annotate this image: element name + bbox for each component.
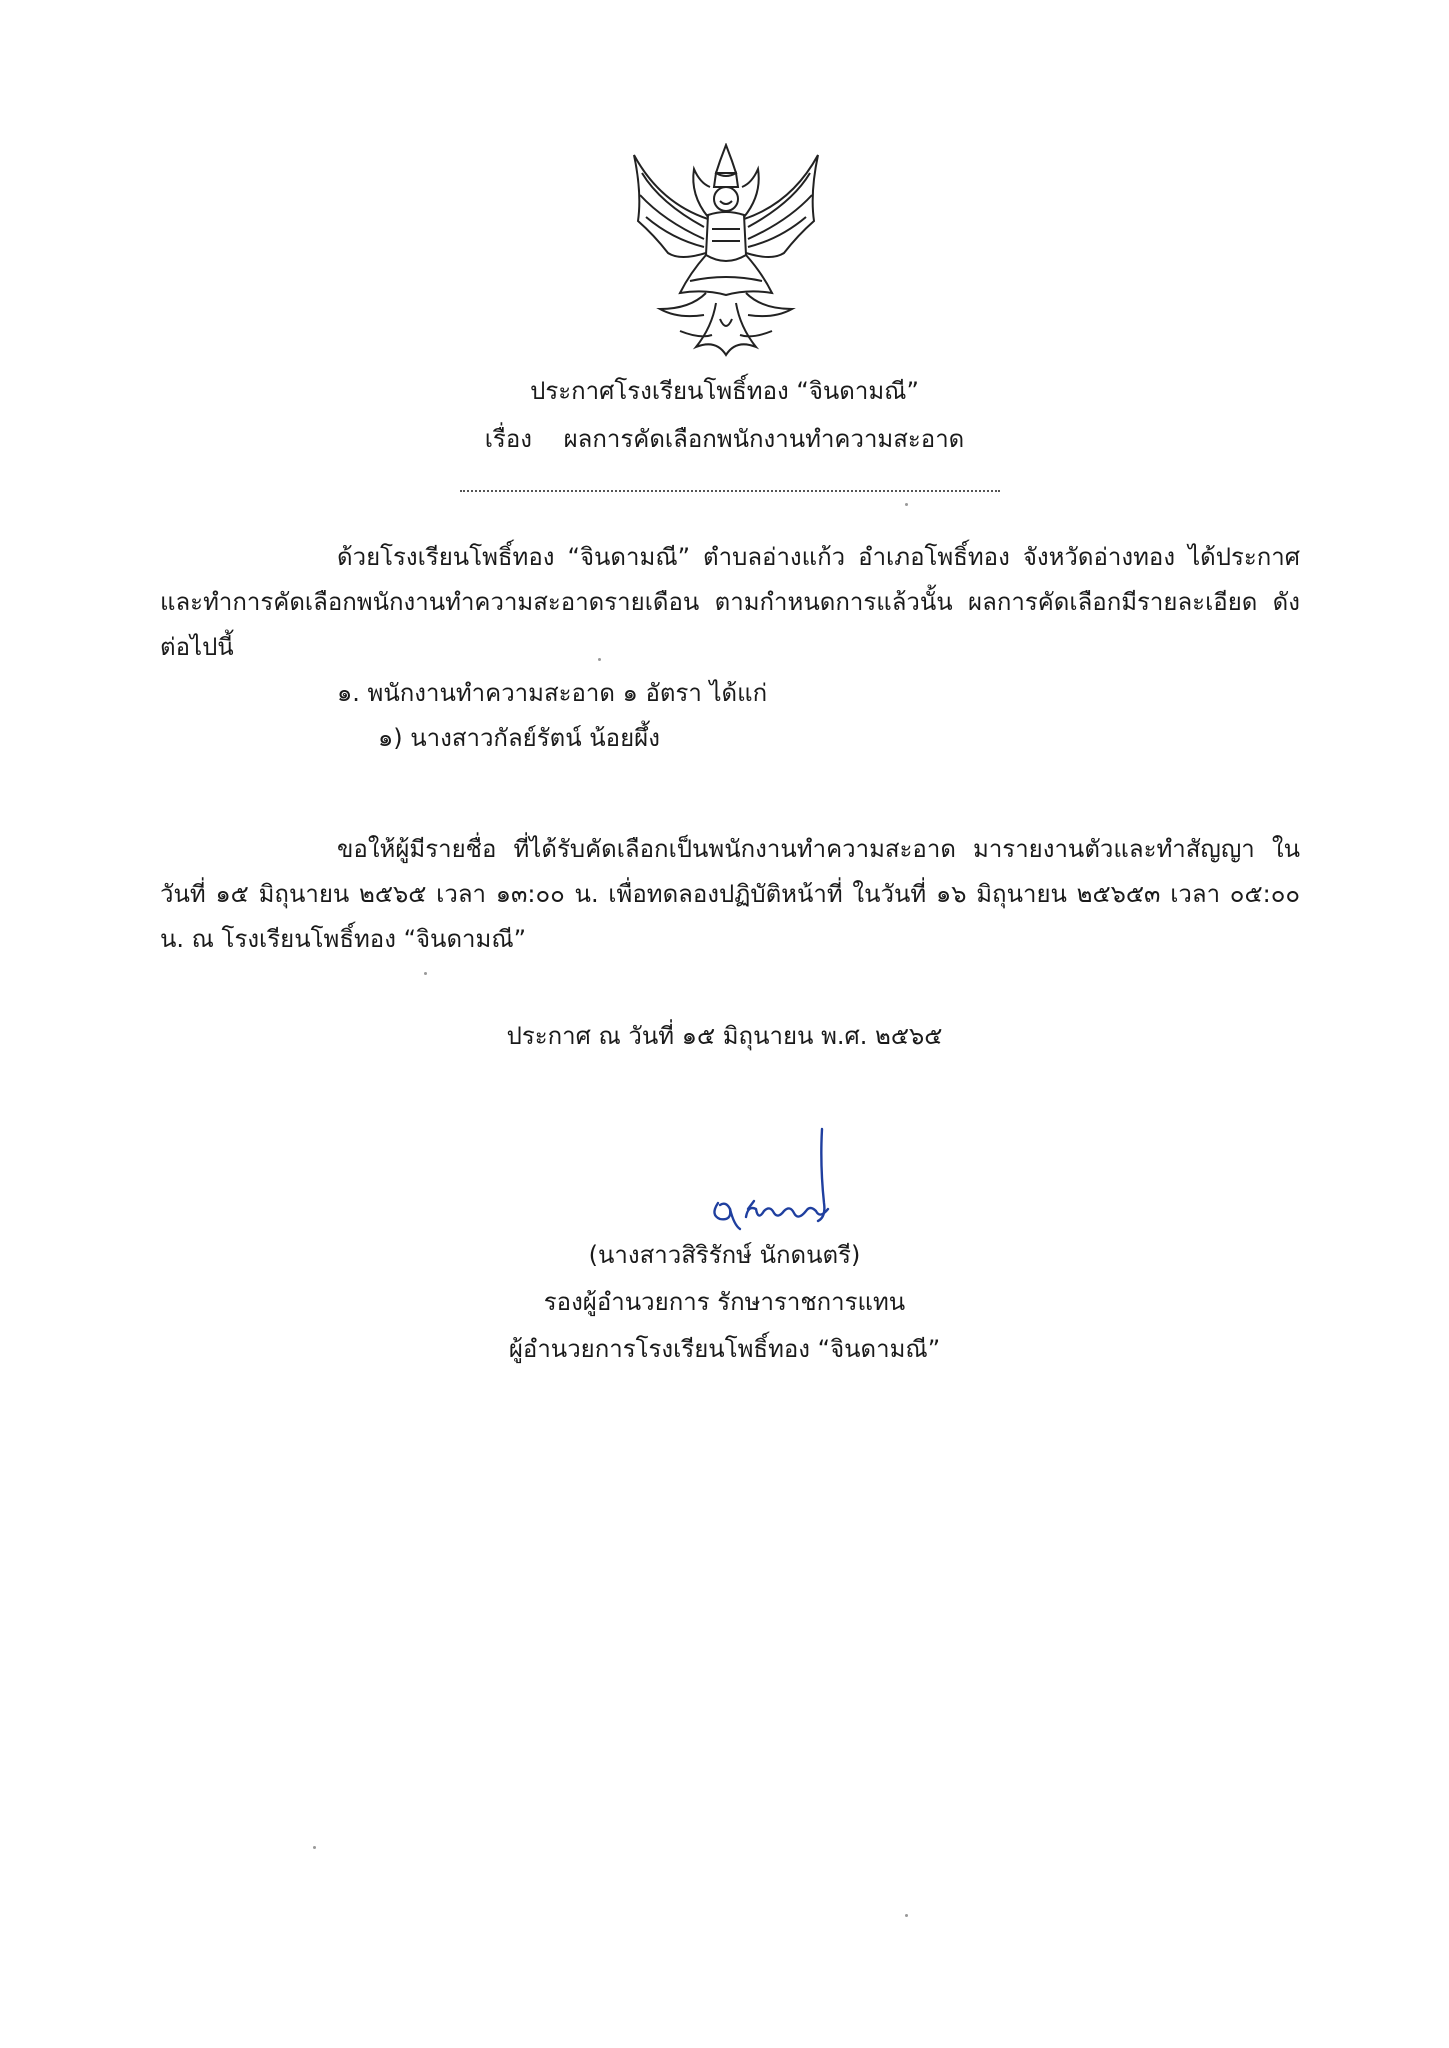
- announcement-subject: [0, 424, 1449, 454]
- garuda-emblem: [620, 143, 832, 358]
- scan-speck: [424, 972, 427, 975]
- scan-speck: [905, 503, 908, 506]
- scan-speck: [905, 1914, 908, 1917]
- signatory-name: (นางสาวสิริรักษ์ นักดนตรี): [588, 1241, 861, 1269]
- announcement-title: ประกาศโรงเรียนโพธิ์ทอง “จินดามณี”: [530, 377, 919, 405]
- body-paragraph-2: ขอให้ผู้มีรายชื่อ ที่ได้รับคัดเลือกเป็นพนักงานทำความสะอาด มารายงานตัวและทำสัญญา ในวันที่ ๑๕ มิถุนายน ๒๕๖๕ เวลา ๑๓:๐๐ น. เพื่อทดลองปฏิบัติหน้าที่ ในวันที่ ๑๖ มิถุนายน ๒๕๖๕๓ เวลา ๐๕:๐๐ น. ณ โรงเรียนโพธิ์ทอง “จินดามณี”: [160, 835, 1300, 953]
- scan-speck: [313, 1846, 316, 1849]
- list-item-candidate: ๑) นางสาวกัลย์รัตน์ น้อยผึ้ง: [378, 724, 660, 752]
- signatory-office: ผู้อำนวยการโรงเรียนโพธิ์ทอง “จินดามณี”: [508, 1335, 941, 1363]
- subject-text: ผลการคัดเลือกพนักงานทำความสะอาด: [563, 425, 965, 453]
- signature-image: [700, 1125, 850, 1235]
- scan-speck: [598, 658, 601, 661]
- subject-label: เรื่อง: [484, 425, 532, 453]
- issued-date: ประกาศ ณ วันที่ ๑๕ มิถุนายน พ.ศ. ๒๕๖๕: [506, 1022, 943, 1050]
- list-item-position: ๑. พนักงานทำความสะอาด ๑ อัตรา ได้แก่: [337, 679, 768, 707]
- signatory-position: รองผู้อำนวยการ รักษาราชการแทน: [543, 1288, 906, 1316]
- dotted-separator: [460, 490, 1000, 492]
- body-paragraph-1: ด้วยโรงเรียนโพธิ์ทอง “จินดามณี” ตำบลอ่างแก้ว อำเภอโพธิ์ทอง จังหวัดอ่างทอง ได้ประกาศ และทำการคัดเลือกพนักงานทำความสะอาดรายเดือน ตามกำหนดการแล้วนั้น ผลการคัดเลือกมีรายละเอียด ดังต่อไปนี้: [160, 543, 1300, 661]
